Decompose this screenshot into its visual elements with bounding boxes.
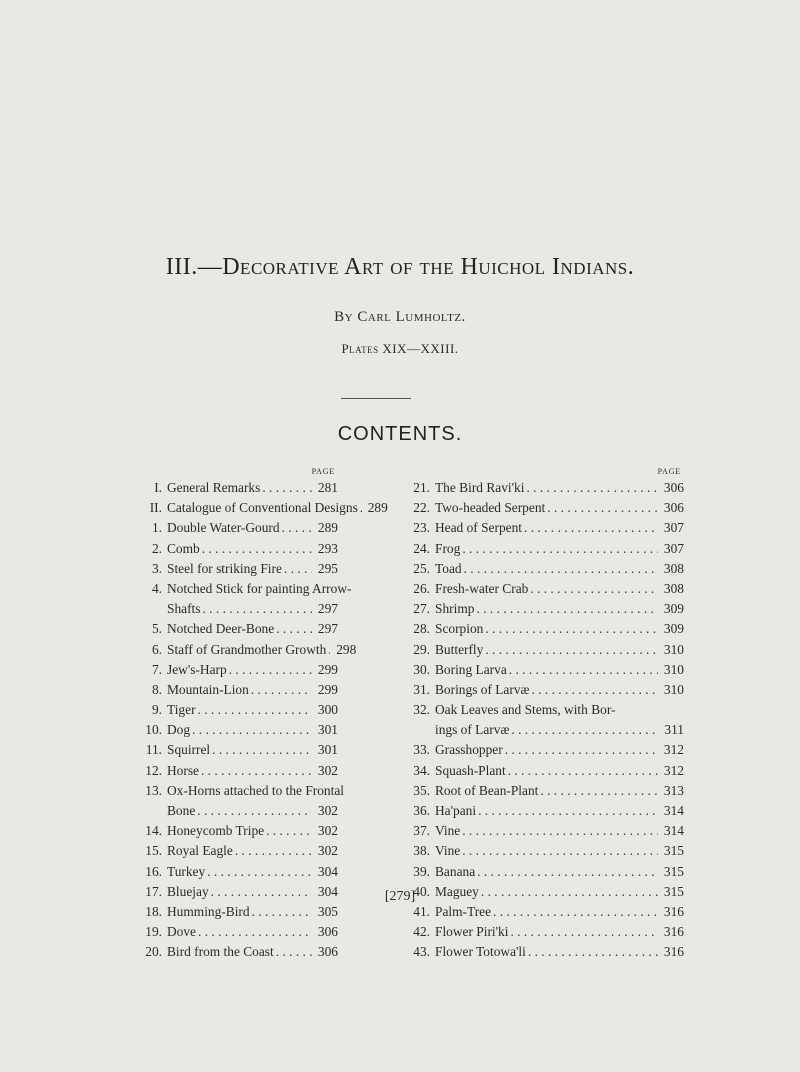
- toc-entry-label: Squirrel: [167, 742, 211, 758]
- toc-entry-page: 314: [663, 803, 684, 818]
- toc-entry-label: Dove: [167, 924, 197, 940]
- toc-entry-page: 302: [317, 762, 338, 778]
- toc-entry-page: 307: [663, 520, 684, 536]
- toc-entry-number: 26.: [413, 580, 430, 596]
- toc-entry-label: Notched Stick for painting Arrow-: [167, 580, 352, 596]
- toc-entry: [405, 619, 684, 639]
- toc-leader-dots: [460, 841, 658, 861]
- toc-entry-label: Dog: [167, 722, 191, 738]
- toc-entry-label: Scorpion: [435, 621, 484, 637]
- toc-entry-number: 5.: [151, 621, 162, 637]
- toc-entry: [118, 680, 338, 700]
- toc-entry: [118, 781, 345, 801]
- toc-entry: [118, 599, 338, 619]
- toc-entry-label: Head of Serpent: [435, 520, 523, 536]
- toc-entry: [118, 539, 338, 559]
- toc-entry-page: 299: [317, 681, 338, 697]
- toc-entry: [118, 942, 338, 962]
- toc-entry-page: 297: [317, 601, 338, 617]
- toc-entry-page: 310: [663, 681, 684, 697]
- toc-entry-label: Grasshopper: [435, 742, 503, 758]
- toc-entry-label: Frog: [435, 540, 461, 556]
- toc-entry: [405, 841, 684, 861]
- toc-entry-page: 306: [317, 924, 338, 940]
- toc-entry: [118, 559, 338, 579]
- toc-entry-page: 309: [663, 601, 684, 617]
- toc-entry: [405, 680, 684, 700]
- toc-leader-dots: [274, 619, 312, 639]
- toc-entry: [405, 518, 684, 538]
- page-column-header: PAGE: [657, 467, 681, 476]
- toc-entry-label: Double Water-Gourd: [167, 520, 280, 536]
- toc-entry-number: 17.: [145, 883, 162, 899]
- toc-entry-number: 43.: [413, 944, 430, 960]
- toc-entry-label: Bone: [167, 803, 196, 818]
- toc-entry-page: 301: [317, 742, 338, 758]
- toc-entry-label: Flower Piri'ki: [435, 924, 509, 940]
- toc-entry: [405, 599, 684, 619]
- toc-entry-number: I.: [154, 480, 162, 495]
- toc-leader-dots: [528, 579, 658, 599]
- toc-entry-number: 19.: [145, 924, 162, 940]
- toc-entry-page: 316: [663, 944, 684, 960]
- toc-entry: [405, 660, 684, 680]
- toc-entry: [405, 720, 684, 740]
- toc-entry-page: 302: [317, 823, 338, 839]
- toc-leader-dots: [507, 660, 658, 680]
- toc-entry-label: Tiger: [167, 702, 196, 718]
- toc-leader-dots: [233, 841, 312, 861]
- toc-leader-dots: [522, 518, 658, 538]
- toc-leader-dots: [205, 862, 312, 882]
- toc-leader-dots: [210, 740, 312, 760]
- toc-entry: [118, 640, 357, 660]
- toc-entry-label: Oak Leaves and Stems, with Bor-: [435, 702, 616, 718]
- toc-entry-label: Ha'pani: [435, 803, 477, 818]
- toc-entry-page: 299: [317, 661, 338, 677]
- toc-leader-dots: [199, 761, 312, 781]
- toc-entry-label: Shrimp: [435, 601, 475, 617]
- toc-leader-dots: [227, 660, 312, 680]
- toc-entry-label: Fresh-water Crab: [435, 580, 529, 596]
- toc-entry: [118, 841, 338, 861]
- toc-leader-dots: [483, 619, 658, 639]
- plates-line: Plates XIX—XXIII.: [341, 341, 459, 356]
- toc-entry-page: 308: [663, 560, 684, 576]
- toc-entry: [118, 518, 338, 538]
- toc-entry-label: Comb: [167, 540, 200, 556]
- toc-leader-dots: [260, 478, 312, 498]
- toc-entry-page: 312: [663, 742, 684, 758]
- toc-entry-page: 281: [317, 480, 338, 495]
- toc-entry-label: Root of Bean-Plant: [435, 782, 539, 798]
- toc-entry: [405, 498, 684, 518]
- toc-leader-dots: [249, 680, 312, 700]
- toc-leader-dots: [196, 922, 312, 942]
- toc-entry-page: 302: [317, 843, 338, 859]
- toc-entry-label: Bird from the Coast: [167, 944, 274, 960]
- toc-entry: [405, 862, 684, 882]
- toc-entry: [118, 579, 352, 599]
- toc-entry: [118, 498, 388, 518]
- toc-entry-label: Staff of Grandmother Growth: [167, 641, 327, 657]
- toc-entry: [118, 740, 338, 760]
- toc-entry: [405, 539, 684, 559]
- toc-entry-number: 10.: [145, 722, 162, 738]
- toc-entry-label: Flower Totowa'li: [435, 944, 526, 960]
- toc-entry-label: Butterfly: [435, 641, 484, 657]
- toc-entry-number: 37.: [413, 823, 430, 839]
- toc-entry-number: 36.: [413, 803, 430, 818]
- toc-entry-label: Shafts: [167, 601, 201, 617]
- toc-entry-number: 9.: [151, 702, 162, 718]
- toc-entry-label: Steel for striking Fire: [167, 560, 282, 576]
- toc-entry: [118, 801, 338, 821]
- toc-leader-dots: [508, 922, 658, 942]
- toc-entry-label: Mountain-Lion: [167, 681, 249, 697]
- toc-entry-number: 14.: [145, 823, 162, 839]
- toc-leader-dots: [474, 599, 658, 619]
- toc-entry-number: 42.: [413, 924, 430, 940]
- toc-entry-label: Royal Eagle: [167, 843, 233, 859]
- toc-leader-dots: [483, 640, 658, 660]
- divider-rule: [341, 398, 411, 399]
- toc-entry-page: 304: [317, 863, 338, 879]
- toc-entry-label: Borings of Larvæ: [435, 681, 530, 697]
- toc-entry-number: 15.: [145, 843, 162, 859]
- toc-entry-page: 289: [317, 520, 338, 536]
- toc-leader-dots: [280, 518, 312, 538]
- toc-entry-label: Banana: [435, 863, 476, 879]
- toc-entry: [118, 619, 338, 639]
- toc-entry-label: Two-headed Serpent: [435, 500, 546, 516]
- contents-heading: CONTENTS.: [337, 423, 463, 445]
- toc-leader-dots: [200, 539, 312, 559]
- toc-entry-number: 16.: [145, 863, 162, 879]
- toc-entry-page: 302: [317, 803, 338, 818]
- toc-entry-number: 27.: [413, 601, 430, 617]
- toc-entry: [405, 761, 684, 781]
- toc-entry-number: 8.: [151, 681, 162, 697]
- toc-entry-label: Toad: [435, 560, 462, 576]
- toc-entry: [405, 781, 684, 801]
- toc-entry-label: Vine: [435, 823, 461, 839]
- toc-entry-number: 35.: [413, 782, 430, 798]
- toc-entry: [405, 942, 684, 962]
- toc-entry-page: 305: [317, 903, 338, 919]
- toc-entry-label: Turkey: [167, 863, 206, 879]
- document-title: III.—Decorative Art of the Huichol Indians.: [165, 254, 635, 280]
- toc-entry-page: 295: [317, 560, 338, 576]
- toc-entry-label: Horse: [167, 762, 199, 778]
- toc-entry: [118, 478, 338, 498]
- toc-entry-label: Squash-Plant: [435, 762, 506, 778]
- toc-entry: [405, 478, 684, 498]
- toc-entry-number: 7.: [151, 661, 162, 677]
- toc-entry-page: 316: [663, 903, 684, 919]
- toc-entry-number: II.: [149, 500, 162, 516]
- toc-entry-label: Catalogue of Conventional Designs: [167, 500, 358, 516]
- toc-entry: [118, 862, 338, 882]
- toc-entry-number: 29.: [413, 641, 430, 657]
- page-number: [279]: [384, 889, 416, 904]
- toc-entry: [118, 700, 338, 720]
- toc-entry-number: 30.: [413, 661, 430, 677]
- toc-leader-dots: [503, 740, 658, 760]
- toc-entry-page: 315: [663, 863, 684, 879]
- toc-leader-dots: [274, 942, 312, 962]
- toc-entry-number: 23.: [413, 520, 430, 536]
- author-byline: By Carl Lumholtz.: [334, 309, 466, 325]
- toc-entry: [405, 559, 684, 579]
- toc-leader-dots: [475, 862, 658, 882]
- toc-entry-number: 1.: [151, 520, 162, 536]
- toc-entry-label: Ox-Horns attached to the Frontal: [167, 782, 345, 798]
- toc-entry-number: 24.: [413, 540, 430, 556]
- toc-entry-number: 4.: [151, 580, 162, 596]
- toc-entry-label: The Bird Ravi'ki: [435, 480, 525, 495]
- toc-entry-number: 31.: [413, 681, 430, 697]
- toc-entry: [405, 922, 684, 942]
- toc-entry-page: 313: [663, 782, 684, 798]
- toc-entry-number: 18.: [145, 903, 162, 919]
- toc-entry-page: 315: [663, 843, 684, 859]
- toc-leader-dots: [526, 942, 658, 962]
- toc-entry-page: 310: [663, 661, 684, 677]
- toc-entry-number: 12.: [145, 762, 162, 778]
- toc-entry: [405, 640, 684, 660]
- toc-entry-page: 308: [663, 580, 684, 596]
- toc-entry-page: 310: [663, 641, 684, 657]
- toc-leader-dots: [460, 539, 658, 559]
- toc-entry-page: 314: [663, 823, 684, 839]
- toc-entry-page: 315: [663, 883, 684, 899]
- toc-entry-page: 316: [663, 924, 684, 940]
- toc-leader-dots: [190, 720, 312, 740]
- toc-entry-number: 13.: [145, 782, 162, 798]
- toc-leader-dots: [195, 801, 312, 821]
- toc-leader-dots: [200, 599, 312, 619]
- toc-entry-label: Humming-Bird: [167, 903, 250, 919]
- toc-entry: [118, 720, 338, 740]
- toc-entry: [118, 761, 338, 781]
- toc-entry-label: Palm-Tree: [435, 903, 492, 919]
- toc-entry: [118, 922, 338, 942]
- toc-leader-dots: [196, 700, 312, 720]
- toc-entry-number: 20.: [145, 944, 162, 960]
- toc-entry-number: 41.: [413, 903, 430, 919]
- toc-entry-page: 289: [367, 500, 388, 516]
- toc-entry-page: 300: [317, 702, 338, 718]
- toc-leader-dots: [282, 559, 312, 579]
- toc-entry-number: 34.: [413, 762, 430, 778]
- toc-entry-label: Boring Larva: [435, 661, 507, 677]
- toc-entry-label: General Remarks: [167, 480, 261, 495]
- toc-leader-dots: [506, 761, 658, 781]
- toc-entry-label: ings of Larvæ: [435, 722, 510, 738]
- toc-entry-page: 307: [663, 540, 684, 556]
- toc-leader-dots: [509, 720, 658, 740]
- toc-entry-number: 40.: [413, 883, 430, 899]
- toc-entry-page: 297: [317, 621, 338, 637]
- toc-entry-page: 312: [663, 762, 684, 778]
- toc-entry-page: 304: [317, 883, 338, 899]
- toc-leader-dots: [524, 478, 658, 498]
- toc-entry-page: 306: [663, 480, 684, 495]
- toc-entry-number: 39.: [413, 863, 430, 879]
- toc-entry: [405, 740, 684, 760]
- toc-entry: [118, 821, 338, 841]
- toc-leader-dots: [460, 821, 658, 841]
- toc-entry-number: 38.: [413, 843, 430, 859]
- toc-entry-page: 298: [336, 641, 357, 657]
- toc-entry-number: 2.: [151, 540, 162, 556]
- toc-entry-number: 22.: [413, 500, 430, 516]
- toc-entry: [405, 801, 684, 821]
- toc-entry-label: Maguey: [435, 883, 479, 899]
- toc-entry-number: 25.: [413, 560, 430, 576]
- toc-entry-page: 311: [664, 722, 684, 738]
- toc-entry-page: 309: [663, 621, 684, 637]
- toc-entry-number: 11.: [145, 742, 162, 758]
- toc-entry-number: 6.: [151, 641, 162, 657]
- toc-entry-label: Notched Deer-Bone: [167, 621, 275, 637]
- toc-entry: [118, 660, 338, 680]
- toc-leader-dots: [476, 801, 658, 821]
- toc-entry-number: 33.: [413, 742, 430, 758]
- toc-entry-label: Bluejay: [167, 883, 209, 899]
- toc-entry: [405, 700, 684, 720]
- toc-entry-number: 28.: [413, 621, 430, 637]
- toc-entry: [405, 579, 684, 599]
- toc-entry-label: Honeycomb Tripe: [167, 823, 265, 839]
- toc-entry-label: Jew's-Harp: [167, 661, 227, 677]
- toc-leader-dots: [545, 498, 658, 518]
- toc-entry-number: 32.: [413, 702, 430, 718]
- toc-entry-label: Vine: [435, 843, 461, 859]
- toc-entry-page: 301: [317, 722, 338, 738]
- toc-leader-dots: [264, 821, 312, 841]
- toc-entry-page: 306: [663, 500, 684, 516]
- toc-leader-dots: [538, 781, 658, 801]
- toc-leader-dots: [529, 680, 658, 700]
- toc-entry-page: 306: [317, 944, 338, 960]
- toc-entry-number: 21.: [413, 480, 430, 495]
- toc-leader-dots: [462, 559, 658, 579]
- page-column-header: PAGE: [311, 467, 335, 476]
- toc-entry-number: 3.: [151, 560, 162, 576]
- toc-entry-page: 293: [317, 540, 338, 556]
- toc-entry: [405, 821, 684, 841]
